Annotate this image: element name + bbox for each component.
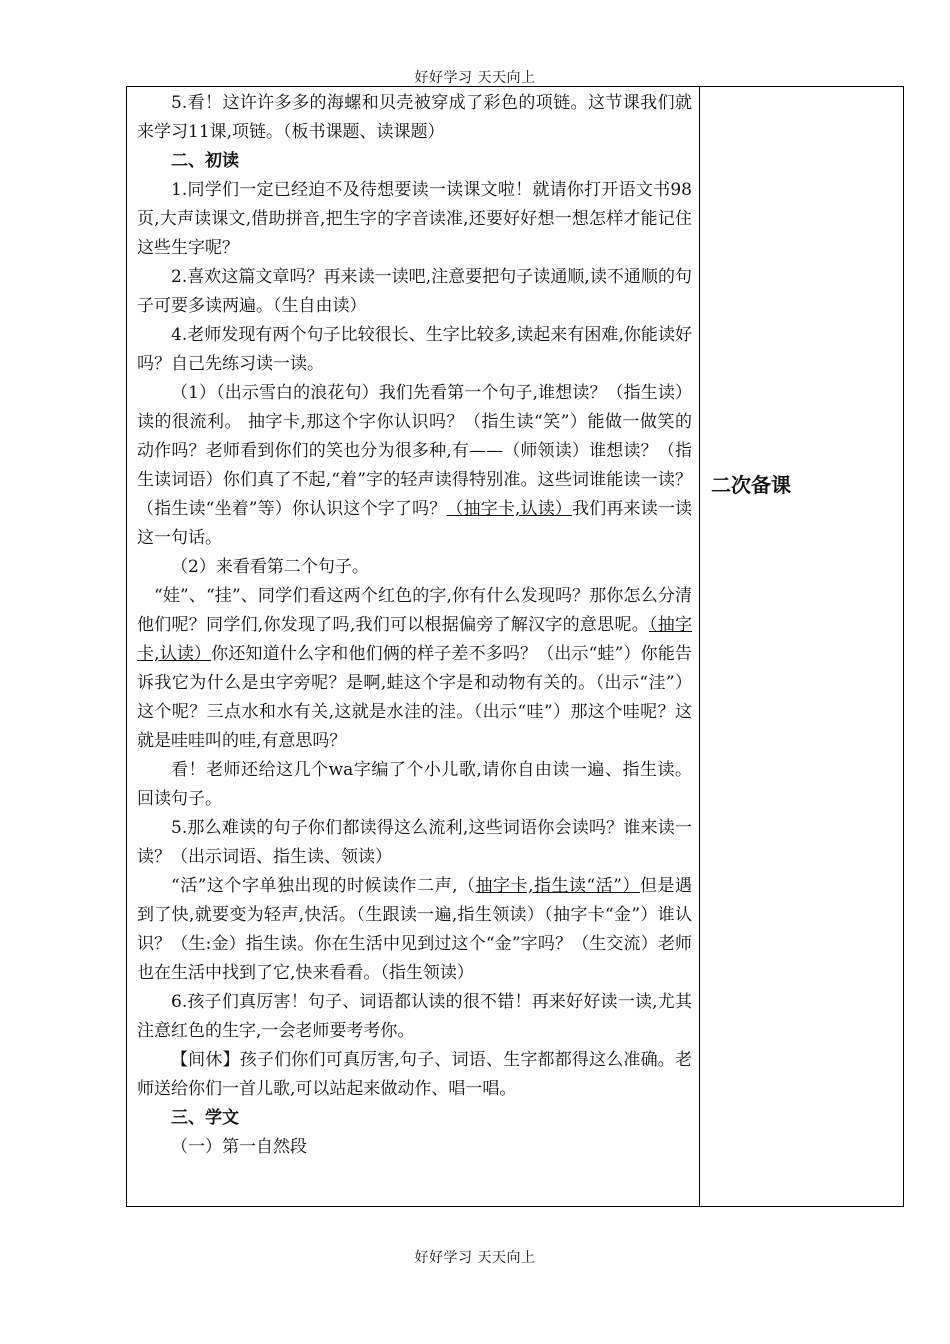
- text-run: 但是遇到了快,就要变为轻声,快活。（生跟读一遍,指生领读）（抽字卡“金”）谁认识？（生:金）指生读。你在生活中见到过这个“金”字吗？（生交流）老师也在生活中找到了它,快来看看。（指生领读）: [137, 876, 692, 983]
- text-run: （1）（出示雪白的浪花句）我们先看第一个句子,谁想读？（指生读）读的很流利。 抽字卡,那这个字你认识吗？（指生读“笑”）能做一做笑的动作吗？老师看到你们的笑也分为很多种,有——（师领读）谁想读？（指生读词语）你们真了不起,“着”字的轻声读得特别准。这些词谁能读一读？（指生读“坐着”等）你认识这个字了吗？: [137, 383, 692, 519]
- paragraph: 6.孩子们真厉害！句子、词语都认读的很不错！再来好好读一读,尤其注意红色的生字,一会老师要考考你。: [137, 992, 692, 1041]
- section-heading: 三、学文: [171, 1108, 239, 1128]
- text-run: 你还知道什么字和他们俩的样子差不多吗？（出示“蛙”）你能告诉我它为什么是虫字旁呢？是啊,蛙这个字是和动物有关的。（出示“洼”）这个呢？三点水和水有关,这就是水洼的洼。（出示“哇”）那这个哇呢？这就是哇哇叫的哇,有意思吗？: [137, 644, 692, 751]
- text-run: “活”这个字单独出现的时候读作二声,（: [171, 876, 476, 896]
- paragraph: 【间休】孩子们你们可真厉害,句子、词语、生字都都得这么准确。老师送给你们一首儿歌,可以站起来做动作、唱一唱。: [137, 1050, 692, 1099]
- section-heading: 二、初读: [171, 151, 239, 171]
- paragraph: 5.那么难读的句子你们都读得这么流利,这些词语你会读吗？谁来读一读？（出示词语、指生读、领读）: [137, 818, 692, 867]
- paragraph: 2.喜欢这篇文章吗？再来读一读吧,注意要把句子读通顺,读不通顺的句子可要多读两遍。（生自由读）: [137, 267, 692, 316]
- paragraph: （2）来看看第二个句子。: [171, 557, 369, 577]
- paragraph: 1.同学们一定已经迫不及待想要读一读课文啦！就请你打开语文书98页,大声读课文,借助拼音,把生字的字音读准,还要好好想一想怎样才能记住这些生字呢？: [137, 180, 692, 258]
- page-footer: 好好学习 天天向上: [414, 1250, 536, 1266]
- underlined-note: 抽字卡,指生读“活”）: [475, 876, 640, 896]
- column-divider: [699, 86, 700, 1207]
- underlined-note: （抽字卡,认读）: [446, 499, 573, 519]
- paragraph: [137, 582, 692, 756]
- paragraph: [137, 872, 692, 988]
- paragraph: 5.看！这许许多多的海螺和贝壳被穿成了彩色的项链。这节课我们就来学习11课,项链。（板书课题、读课题）: [137, 93, 692, 142]
- underlined-note: （抽字卡,认读）: [137, 615, 692, 664]
- text-run: 我们再来读一读这一句话。: [137, 499, 693, 548]
- side-note-title: 二次备课: [711, 473, 791, 497]
- paragraph: （一）第一自然段: [171, 1137, 307, 1157]
- lesson-content: [137, 89, 692, 1162]
- page-header: 好好学习 天天向上: [414, 70, 536, 86]
- paragraph: 4.老师发现有两个句子比较很长、生字比较多,读起来有困难,你能读好吗？自己先练习读一读。: [137, 325, 692, 374]
- paragraph: 看！老师还给这几个wa字编了个小儿歌,请你自由读一遍、指生读。回读句子。: [137, 760, 692, 809]
- paragraph: [137, 379, 692, 553]
- text-run: “娃”、“挂”、同学们看这两个红色的字,你有什么发现吗？那你怎么分清他们呢？同学们,你发现了吗,我们可以根据偏旁了解汉字的意思呢。: [137, 586, 692, 635]
